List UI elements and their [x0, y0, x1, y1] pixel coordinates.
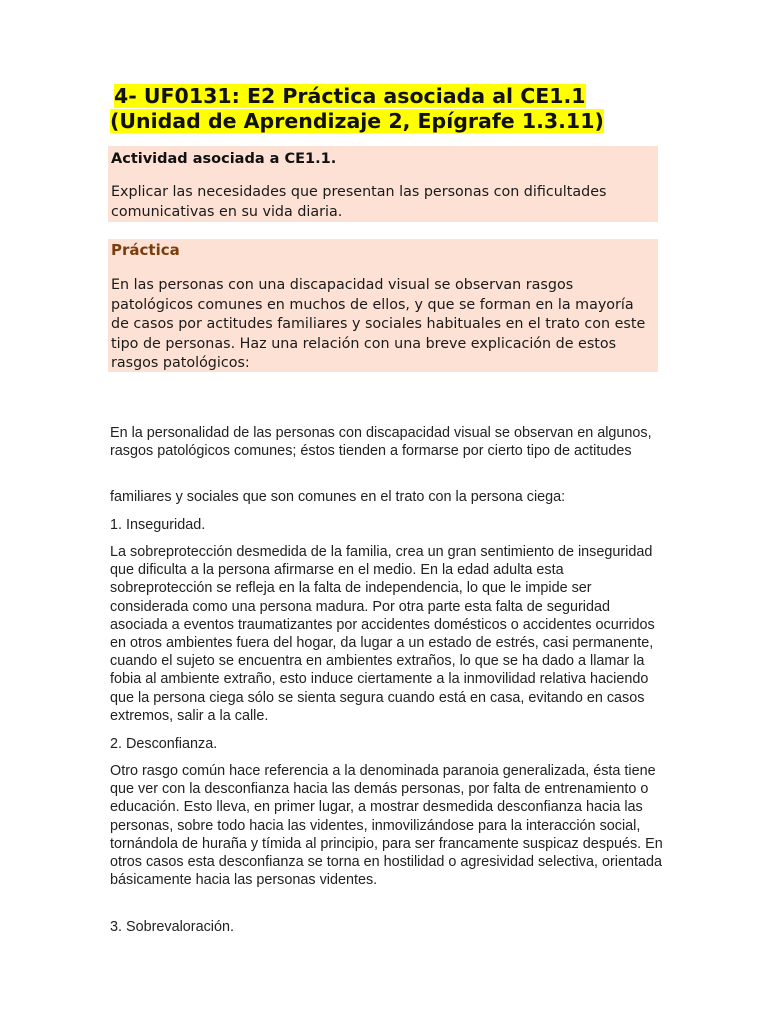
activity-heading: Actividad asociada a CE1.1.	[111, 151, 337, 167]
practice-box	[108, 239, 658, 372]
practice-heading: Práctica	[111, 241, 180, 259]
item3-title	[110, 918, 666, 936]
item1-paragraph	[110, 543, 666, 725]
answer-intro-1	[110, 424, 666, 460]
answer-intro-1-text: En la personalidad de las personas con discapacidad visual se observan en algunos, rasgos patológicos comunes; éstos tienden a formarse por cierto tipo de actitudes	[110, 425, 652, 460]
item3-title-text: 3. Sobrevaloración.	[110, 919, 234, 935]
activity-box	[108, 146, 658, 222]
item2-text: Otro rasgo común hace referencia a la denominada paranoia generalizada, ésta tiene que ver con la desconfianza hacia las demás personas, por falta de entrenamiento o educación. Esto lleva, en primer lugar, a mostrar desmedida desconfianza hacia las personas, sobre todo hacia las videntes, inmovilizándose para la interacción social, tornándola de huraña y tímida al principio, para ser francamente suspicaz después. En otros casos esta desconfianza se torna en hostilidad o agresividad selectiva, orientada básicamente hacia las personas videntes.	[110, 763, 663, 889]
title-line-1: 4- UF0131: E2 Práctica asociada al CE1.1	[114, 84, 586, 108]
answer-intro-2	[110, 488, 666, 506]
item1-text: La sobreprotección desmedida de la familia, crea un gran sentimiento de inseguridad que dificulta a la persona afirmarse en el medio. En la edad adulta esta sobreprotección se refleja en la falta de independencia, lo que le impide ser considerada como una persona madura. Por otra parte esta falta de seguridad asociada a eventos traumatizantes por accidentes domésticos o accidentes ocurridos en otros ambientes fuera del hogar, da lugar a un estado de estrés, casi permanente, cuando el sujeto se encuentra en ambientes extraños, lo que se ha dado a llamar la fobia al ambiente extraño, esto induce ciertamente a la inmovilidad relativa haciendo que la persona ciega sólo se sienta segura cuando está en casa, evitando en casos extremos, salir a la calle.	[110, 544, 655, 724]
title-line-2: (Unidad de Aprendizaje 2, Epígrafe 1.3.11)	[110, 109, 604, 133]
document-title	[110, 84, 670, 134]
answer-intro-2-text: familiares y sociales que son comunes en el trato con la persona ciega:	[110, 489, 566, 505]
activity-text: Explicar las necesidades que presentan las personas con dificultades comunicativas en su vida diaria.	[111, 184, 607, 220]
item1-title	[110, 516, 666, 534]
item2-title-text: 2. Desconfianza.	[110, 736, 218, 752]
item2-paragraph	[110, 762, 666, 889]
item2-title	[110, 735, 666, 753]
practice-text: En las personas con una discapacidad visual se observan rasgos patológicos comunes en muchos de ellos, y que se forman en la mayoría de casos por actitudes familiares y sociales habituales en el trato con este tipo de personas. Haz una relación con una breve explicación de estos rasgos patológicos:	[111, 277, 646, 371]
item1-title-text: 1. Inseguridad.	[110, 517, 206, 533]
